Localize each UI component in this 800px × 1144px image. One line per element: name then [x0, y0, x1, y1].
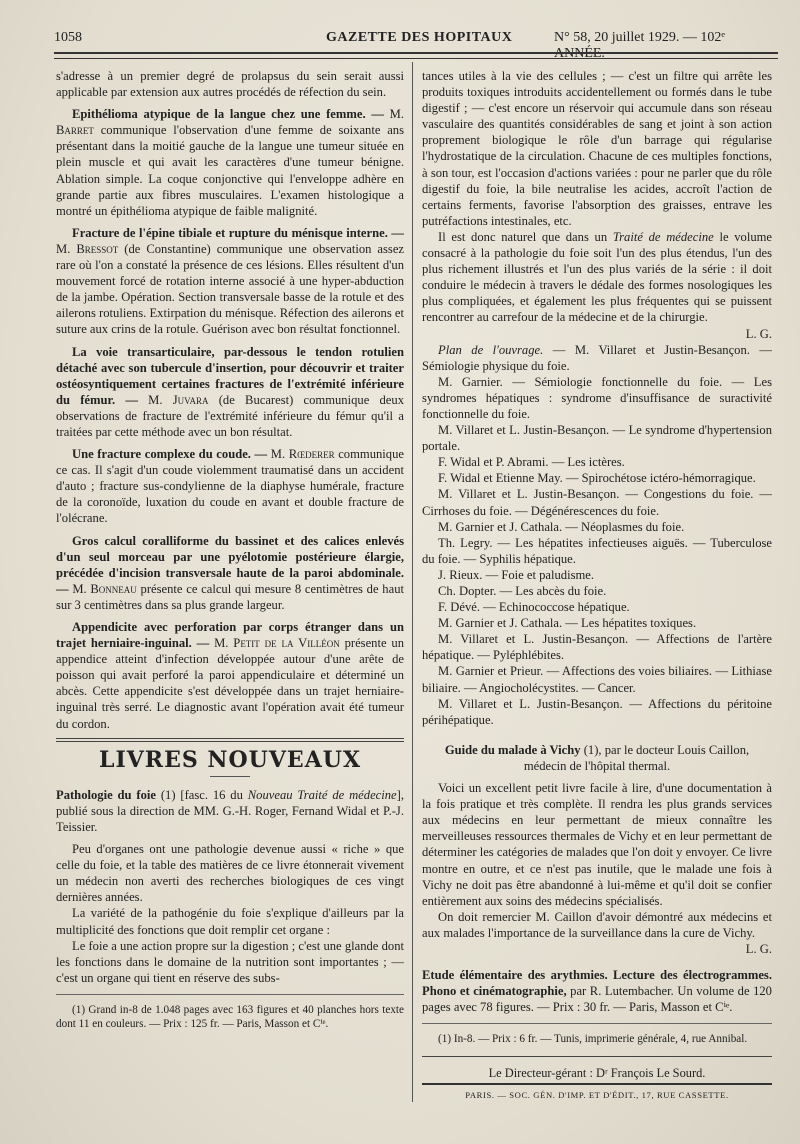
article-title: Fracture de l'épine tibiale et rupture du ménisque interne. — — [72, 225, 404, 240]
article-voie — [56, 344, 404, 441]
plan-item: Ch. Dopter. — Les abcès du foie. — [438, 584, 607, 598]
plan-item: — M. Villaret et Justin-Besançon. — Sémiologie physique du foie. — [422, 342, 773, 373]
plan-item: F. Dévé. — Echinococcose hépatique. — [438, 600, 630, 615]
article-text: présente ce calcul qui mesure 8 centimètres de haut sur 3 centimètres dans sa plus grande largeur. — [56, 581, 404, 612]
page-header — [54, 28, 778, 61]
page-number: 1058 — [54, 30, 82, 45]
review-paragraph: Le foie a une action propre sur la digestion ; c'est une glande dont les fonctions dans le domaine de la nutrition sont importantes ; — c'est un organe qui tient en réserve des subs- — [56, 938, 404, 985]
article-text: communique ce cas. Il s'agit d'un coude violemment traumatisé dans un accident d'auto ; fracture sus-condylienne de la diaphyse humérale, fracture de la coronoïde, luxation du coude en avant et double fracture de l'olécrane. — [56, 447, 404, 526]
plan-item: M. Garnier et J. Cathala. — Néoplasmes du foie. — [438, 519, 685, 534]
book-fasc: [fasc. 16 du — [180, 787, 243, 802]
footnote — [56, 994, 404, 1031]
article-title: Gros calcul coralliforme du bassinet et des calices enlevés d'un seul morceau par une pyélotomie postérieure élargie, précédée d'incision transversale haute de la paroi abdominale. — — [56, 533, 404, 596]
plan-item: M. Garnier. — Sémiologie fonctionnelle du foie. — Les syndromes hépatiques : syndrome d'insuffisance de suractivité fonctionnelle du foie. — [422, 374, 772, 421]
plan-item: M. Villaret et L. Justin-Besançon. — Le syndrome d'hypertension portale. — [422, 423, 772, 454]
text-span: Il est donc naturel que dans un — [438, 229, 608, 244]
review-paragraph: La variété de la pathogénie du foie s'explique d'ailleurs par la multiplicité des fonctions que doit remplir cet organe : — [56, 906, 404, 937]
book-arythmies — [422, 967, 772, 1015]
review-continuation: tances utiles à la vie des cellules ; — c'est un filtre qui arrête les produits toxiques introduits accidentellement ou formés dans le tube digestif ; — c'est encore un réservoir qui accumule dans son réseau vasculaire des quantités considérables de sang et joint à son action proprement biologique le rôle d'un barrage qui régularise l'hydrostatique de la circulation. Chacune de ces multiples fonctions, à son tour, est l'occasion d'actions variées : pour ne parler que du rôle digestif du foie, la bile neutralise les acides, accroît l'action de certains ferments, favorise l'absorption des graisses, entrave les putréfactions intestinales, etc. — [422, 69, 772, 228]
plan-heading — [422, 342, 772, 374]
article-text: présente un appendice atteint d'infection développée autour d'une arête de poisson qui avait perforé la paroi appendiculaire et déterminé un abcès. Cette appendicite s'est développée dans un trajet herniaire-inguinal très serré. Le diagnostic avant l'opération avait été tumeur du cordon. — [56, 636, 404, 731]
review-paragraph: Peu d'organes ont une pathologie devenue aussi « riche » que celle du foie, et la table des matières de ce livre étonnerait vivement un médecin non averti des recherches biologiques de ces vingt dernières années. — [56, 842, 404, 905]
issue-info: N° 58, 20 juillet 1929. — 102ᵉ ANNÉE. — [554, 30, 725, 61]
book-pathologie — [56, 787, 404, 835]
plan-item: F. Widal et P. Abrami. — Les ictères. — [438, 455, 625, 470]
signature: L. G. — [745, 941, 772, 956]
article-calcul — [56, 533, 404, 613]
book-series: Traité de médecine — [612, 229, 714, 244]
director-line: Le Directeur-gérant : Dʳ François Le Sourd. — [488, 1066, 706, 1081]
journal-title: GAZETTE DES HOPITAUX — [326, 30, 513, 45]
header-rule — [54, 52, 778, 59]
left-column — [56, 68, 404, 1031]
article-title: Epithélioma atypique de la langue chez une femme. — — [72, 107, 384, 122]
article-title: La voie transarticulaire, par-dessous le tendon rotulien détaché avec son tubercule d'insertion, pour découvrir et traiter ostéosyntiquement certaines fractures de l'extrémité inférieure du fémur. — — [56, 344, 404, 407]
article-title: Appendicite avec perforation par corps étranger dans un trajet herniaire-inguinal. — — [56, 620, 404, 651]
intro-paragraph: s'adresse à un premier degré de prolapsus du sein serait aussi applicable par extension aux autres procédés de réfection du sein. — [56, 69, 404, 100]
signature: L. G. — [745, 326, 772, 341]
book-publisher: ], publié sous la direction de MM. G.-H. Roger, Fernand Widal et P.-J. Teissier. — [56, 787, 404, 834]
plan-item: M. Villaret et L. Justin-Besançon. — Affections de l'artère hépatique. — Pyléphlébites. — [422, 632, 772, 663]
bottom-rule — [422, 1056, 772, 1057]
section-rule — [56, 738, 404, 742]
book-author: par R. Lutembacher. Un volume de 120 pages avec 78 figures. — Prix : 30 fr. — Paris, Masson et Cⁱᵉ. — [422, 984, 772, 1015]
article-coude — [56, 446, 404, 526]
book-author: (1), par le docteur Louis Caillon, médecin de l'hôpital thermal. — [523, 742, 750, 773]
footnote-text: (1) Grand in-8 de 1.048 pages avec 163 figures et 40 planches hors texte dont 11 en couleurs. — Prix : 125 fr. — Paris, Masson et Cⁱᵉ. — [56, 1003, 404, 1030]
review-paragraph — [422, 229, 772, 326]
article-text: communique l'observation d'une femme de soixante ans présentant dans la moitié gauche de la langue une tumeur située en plein muscle et qui avait les caractères d'une tumeur bénigne. Ablation simple. La coque conjonctive qui l'enveloppe adhère en grande partie aux fibres musculaires. L'examen histologique a montré un épithélioma atypique de faible malignité. — [56, 123, 404, 218]
book-vichy — [422, 742, 772, 774]
book-series: Nouveau Traité de médecine — [247, 787, 397, 802]
article-author: M. Petit de la Villéon — [214, 636, 340, 651]
review-paragraph: Voici un excellent petit livre facile à lire, d'une documentation à la fois pratique et très complète. Il rendra les plus grands services aux médecins en leur permettant de mieux connaître les merveilleuses ressources thermales de Vichy et en leur permettant de déterminer les catégories de malades que l'on doit y envoyer. Ce livre montre en outre, et ce n'est pas inutile, que le malade une fois à Vichy ne doit pas être abandonné à lui-même et qu'il doit se confier entièrement aux soins des médecins spécialisés. — [422, 781, 772, 908]
book-title: Pathologie du foie — [56, 787, 156, 802]
article-title: Une fracture complexe du coude. — — [72, 447, 268, 462]
article-author: M. Bressot — [56, 241, 119, 256]
article-author: M. Bonneau — [72, 581, 137, 596]
plan-item: M. Garnier et J. Cathala. — Les hépatites toxiques. — [438, 616, 697, 631]
plan-item: Th. Legry. — Les hépatites infectieuses aiguës. — Tuberculose du foie. — Syphilis hépatique. — [422, 535, 772, 566]
book-title: Etude élémentaire des arythmies. Lecture des électrogrammes. Phono et cinématographie, — [422, 968, 772, 999]
article-epithelioma — [56, 106, 404, 219]
right-column — [422, 68, 772, 1104]
review-paragraph: On doit remercier M. Caillon d'avoir démontré aux médecins et aux malades l'importance de la surveillance dans la cure de Vichy. — [422, 909, 772, 940]
column-divider — [412, 62, 413, 1102]
footnote-ref: (1) — [160, 787, 176, 802]
text-span: le volume consacré à la pathologie du foie soit l'un des plus étendus, l'un des plus richement illustrés et l'un des plus variés de la série : il doit conduire le médecin à travers le dédale des formes nosologiques les plus compliquées, et également les plus fréquentes qui se puissent rencontrer au carrefour de la médecine et de la chirurgie. — [422, 229, 773, 325]
article-text: (de Constantine) communique une observation assez rare où l'on a constaté la présence de ces lésions. Elles résultent d'un mouvement forcé de rotation interne associé à une hyper-abduction de la jambe. Opération. Section transversale basse de la rotule et des ailerons rotuliens. Extirpation du ménisque. Réfection des ailerons et suture aux crins de la rotule. Guérison avec bon résultat fonctionnel. — [56, 241, 405, 337]
article-appendicite — [56, 619, 404, 732]
article-author: M. Rœderer — [270, 447, 335, 462]
plan-item: M. Garnier et Prieur. — Affections des voies biliaires. — Lithiase biliaire. — Angiocholécystites. — Cancer. — [422, 664, 772, 695]
article-text: (de Bucarest) communique deux observations de fracture de l'extrémité inférieure du fémur qu'il a traitées par cette méthode avec un bon résultat. — [56, 392, 404, 439]
livres-heading: LIVRES NOUVEAUX — [98, 746, 362, 773]
article-author: M. Juvara — [148, 392, 209, 407]
footnote-text: (1) In-8. — Prix : 6 fr. — Tunis, imprimerie générale, 4, rue Annibal. — [438, 1033, 748, 1046]
plan-item: M. Villaret et L. Justin-Besançon. — Congestions du foie. — Cirrhoses du foie. — Dégénérescences du foie. — [422, 487, 772, 518]
plan-item: F. Widal et Etienne May. — Spirochétose ictéro-hémorragique. — [438, 471, 756, 486]
imprint-line: PARIS. — SOC. GÉN. D'IMP. ET D'ÉDIT., 17, RUE CASSETTE. — [422, 1083, 772, 1103]
plan-item: J. Rieux. — Foie et paludisme. — [438, 567, 595, 582]
plan-item: M. Villaret et L. Justin-Besançon. — Affections du péritoine périhépatique. — [422, 696, 772, 727]
plan-label: Plan de l'ouvrage. — [438, 342, 544, 357]
article-author: M. Barret — [56, 107, 404, 138]
article-fracture-epine — [56, 225, 404, 338]
heading-ornament — [210, 776, 250, 777]
footnote — [422, 1023, 772, 1046]
book-title: Guide du malade à Vichy — [444, 742, 581, 757]
